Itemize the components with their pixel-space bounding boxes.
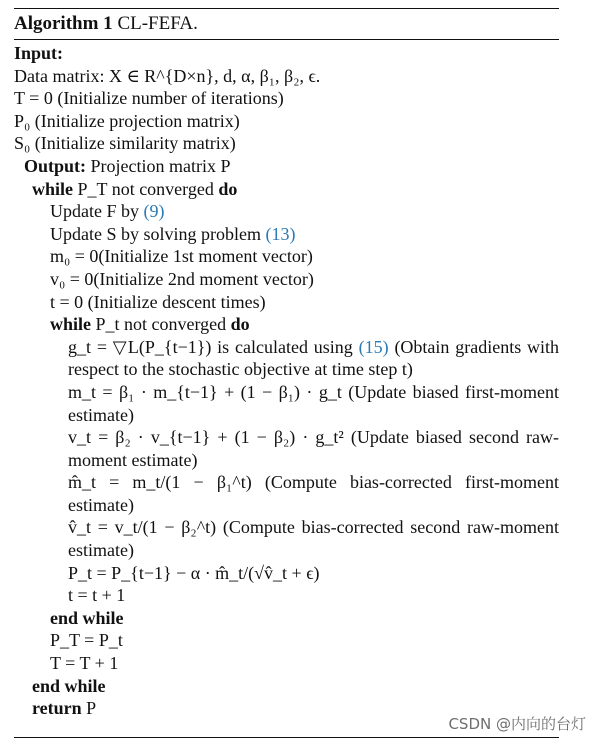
update-S-text: Update S by solving problem <box>50 223 261 244</box>
T-increment-text: T = T + 1 <box>50 653 119 674</box>
end-while-keyword: end while <box>32 675 106 696</box>
line-init-T <box>14 87 559 110</box>
equation-ref-link[interactable]: (15) <box>358 336 389 357</box>
assign-PT-text: P_T = P_t <box>50 630 123 651</box>
line-update-S <box>14 223 559 246</box>
gradient-comment: (Obtain gradients with respect to the stochastic objective at time step t) <box>68 336 560 380</box>
line-update-F <box>14 200 559 223</box>
line-init-P0 <box>14 110 559 133</box>
output-keyword: Output: <box>24 155 87 176</box>
line-t-increment <box>14 584 559 607</box>
data-matrix-text: Data matrix: X ∈ R^{D×n}, d, α, β₁, β₂, ϵ. <box>14 65 321 86</box>
line-init-S0 <box>14 132 559 155</box>
line-output <box>14 155 559 178</box>
equation-ref-link[interactable]: (13) <box>265 223 296 244</box>
return-value: P <box>86 698 97 719</box>
line-data-matrix <box>14 65 559 88</box>
algorithm-title <box>14 9 559 39</box>
line-v-hat <box>14 516 559 561</box>
line-T-increment <box>14 652 559 675</box>
algorithm-name: CL-FEFA. <box>117 13 198 34</box>
algorithm-label: Algorithm 1 <box>14 13 113 34</box>
init-S0-text: S₀ (Initialize similarity matrix) <box>14 133 236 154</box>
line-init-t <box>14 291 559 314</box>
line-assign-PT <box>14 629 559 652</box>
line-end-outer <box>14 675 559 698</box>
while-condition: P_t not converged <box>95 314 227 335</box>
m-hat-text: m̂_t = m_t/(1 − β₁^t) (Compute bias-corrected first-moment estimate) <box>68 472 559 515</box>
bottom-rule <box>14 737 559 738</box>
return-keyword: return <box>32 698 82 719</box>
line-while-inner <box>14 313 559 336</box>
gradient-text: g_t = ▽L(P_{t−1}) is calculated using <box>68 336 353 357</box>
v-hat-text: v̂_t = v_t/(1 − β₂^t) (Compute bias-corrected second raw-moment estimate) <box>68 517 559 561</box>
input-label: Input: <box>14 43 64 63</box>
equation-ref-link[interactable]: (9) <box>143 201 165 222</box>
init-P0-text: P₀ (Initialize projection matrix) <box>14 110 240 131</box>
init-m0-text: m₀ = 0(Initialize 1st moment vector) <box>50 246 313 267</box>
init-t-text: t = 0 (Initialize descent times) <box>50 291 266 312</box>
line-m-update <box>14 381 559 426</box>
line-init-v0 <box>14 268 559 291</box>
P-update-text: P_t = P_{t−1} − α · m̂_t/(√v̂_t + ϵ) <box>68 562 320 583</box>
do-keyword: do <box>230 314 250 335</box>
while-keyword: while <box>50 314 92 335</box>
line-init-m0 <box>14 245 559 268</box>
while-keyword: while <box>32 178 74 199</box>
do-keyword: do <box>218 178 238 199</box>
init-T-text: T = 0 (Initialize number of iterations) <box>14 88 284 109</box>
line-while-outer <box>14 178 559 201</box>
watermark: CSDN @内向的台灯 <box>448 715 586 733</box>
v-update-text: v_t = β₂ · v_{t−1} + (1 − β₂) · g_t² (Update biased second raw-moment estimate) <box>68 427 559 470</box>
output-text: Projection matrix P <box>90 155 231 176</box>
update-F-text: Update F by <box>50 201 139 222</box>
while-condition: P_T not converged <box>77 178 214 199</box>
line-gradient <box>14 336 559 381</box>
m-update-text: m_t = β₁ · m_{t−1} + (1 − β₁) · g_t (Update biased first-moment estimate) <box>68 381 559 425</box>
bottom-rule-container <box>14 737 559 738</box>
t-increment-text: t = t + 1 <box>68 585 126 606</box>
end-while-keyword: end while <box>50 607 124 628</box>
algorithm-body <box>14 40 559 720</box>
init-v0-text: v₀ = 0(Initialize 2nd moment vector) <box>50 268 314 289</box>
line-P-update <box>14 562 559 585</box>
algorithm-box <box>14 8 559 720</box>
line-m-hat <box>14 471 559 516</box>
line-v-update <box>14 426 559 471</box>
line-end-inner <box>14 607 559 630</box>
